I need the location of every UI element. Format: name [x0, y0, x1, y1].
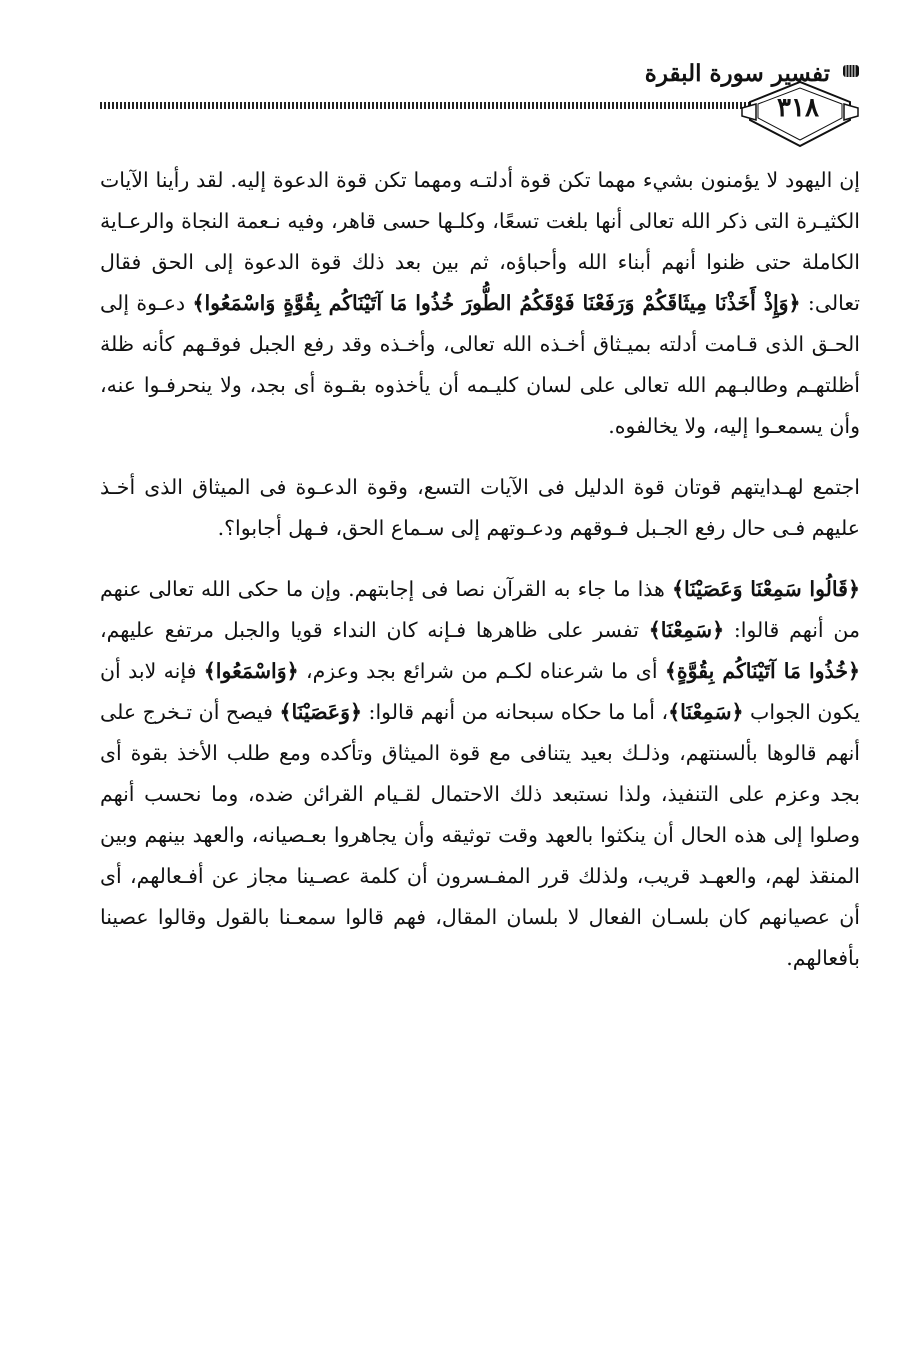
quran-verse: ﴿وَعَصَيْنَا﴾	[279, 700, 363, 724]
ornament-icon	[842, 62, 860, 80]
paragraph-text: فيصح أن تـخرج على أنهم قالوها بألسنتهم، وذلـك بعيد يتنافى مع قوة الميثاق وتأكده ومع طلب الأخذ بقوة أى بجد وعزم على التنفيذ، ولذا نستبعد ذلك الاحتمال لقـيام القرائن ضده، وما نحسب أنهم وصلوا إلى هذه الحال أن ينكثوا بالعهد وقت توثيقه وأن يجاهروا بعـصيانه، والعهد بينهم وبين المنقذ لهم، والعهـد قريب، ولذلك قرر المفـسرون أن كلمة عصـينا مجاز عن أفـعالهم، أى أن عصيانهم كان بلسـان الفعال لا بلسان المقال، فهم قالوا سمعـنا بالقول وقالوا عصينا بأفعالهم.	[100, 700, 860, 970]
paragraph-text: هذا ما جاء به القرآن نصا فى إجابتهم. وإن ما حكى الله تعالى عنهم من أنهم قالوا:	[100, 577, 860, 642]
paragraph-text: تفسر على ظاهرها فـإنه كان النداء قويا والجبل مرتفع عليهم،	[100, 618, 649, 642]
page-body	[100, 160, 860, 979]
page-header	[100, 40, 860, 150]
body-paragraph	[100, 160, 860, 447]
header-rule	[100, 102, 755, 109]
paragraph-text: أى ما شرعناه لكـم من شرائع بجد وعزم،	[298, 659, 665, 683]
quran-verse: ﴿سَمِعْنَا﴾	[648, 618, 725, 642]
paragraph-text: دعـوة إلى الحـق الذى قـامت أدلته بميـثاق أخـذه الله تعالى، وأخـذه وقد رفع الجبل فوقـهم كأنه ظلة أظلتهـم وطالبـهم الله تعالى على لسان كليـمه أن يأخذوه بقـوة أى بجد، ولا ينحرفـوا عنه، وأن يسمعـوا إليه، ولا يخالفوه.	[100, 291, 860, 438]
page-number: ٣١٨	[777, 93, 819, 123]
paragraph-text: اجتمع لهـدايتهم قوتان قوة الدليل فى الآيات التسع، وقوة الدعـوة فى الميثاق الذى أخـذ عليهم فـى حال رفع الجـبل فـوقهم ودعـوتهم إلى سـماع الحق، فـهل أجابوا؟.	[100, 475, 860, 540]
paragraph-text: ، أما ما حكاه سبحانه من أنهم قالوا:	[362, 700, 669, 724]
body-paragraph	[100, 569, 860, 979]
running-title: تفسير سورة البقرة	[644, 60, 830, 87]
body-paragraph	[100, 467, 860, 549]
quran-verse: ﴿سَمِعْنَا﴾	[668, 700, 744, 724]
quran-verse: ﴿وَاسْمَعُوا﴾	[203, 659, 299, 683]
quran-verse: ﴿وَإِذْ أَخَذْنَا مِيثَاقَكُمْ وَرَفَعْنَا فَوْقَكُمُ الطُّورَ خُذُوا مَا آتَيْنَاكُم بِقُوَّةٍ وَاسْمَعُوا﴾	[192, 291, 801, 315]
quran-verse: ﴿خُذُوا مَا آتَيْنَاكُم بِقُوَّةٍ﴾	[664, 659, 860, 683]
paragraph-text: إن اليهود لا يؤمنون بشيء مهما تكن قوة أدلتـه ومهما تكن قوة الدعوة إليه. لقد رأينا الآيات الكثيـرة التى ذكر الله تعالى أنها بلغت تسعًا، وكلـها حسى قاهر، وفيه نـعمة النجاة والرعـاية الكاملة حتى ظنوا أنهم أبناء الله وأحباؤه، ثم بين بعد ذلك قوة الدعوة إلى الحق فقال تعالى:	[100, 168, 860, 315]
paragraph-text: فإنه لابد أن يكون الجواب	[100, 659, 861, 724]
quran-verse: ﴿قَالُوا سَمِعْنَا وَعَصَيْنَا﴾	[672, 577, 860, 601]
